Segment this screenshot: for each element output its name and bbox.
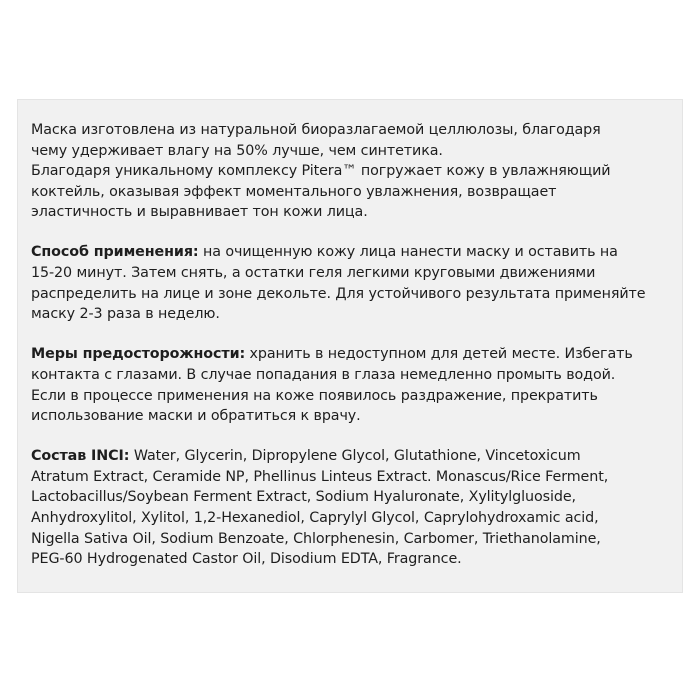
label-text — [31, 120, 681, 570]
text-line: Lactobacillus/Soybean Ferment Extract, Sodium Hyaluronate, Xylitylgluoside, — [31, 489, 576, 506]
text-line: Благодаря уникальному комплексу Pitera™ погружает кожу в увлажняющий — [31, 163, 611, 180]
text-line — [31, 344, 681, 365]
text-line: Nigella Sativa Oil, Sodium Benzoate, Chlorphenesin, Carbomer, Triethanolamine, — [31, 530, 601, 547]
text-line: Если в процессе применения на коже появилось раздражение, прекратить — [31, 387, 598, 404]
text-line: 15-20 минут. Затем снять, а остатки геля легкими круговыми движениями — [31, 265, 596, 282]
usage-text: на очищенную кожу лица нанести маску и оставить на — [198, 244, 618, 261]
text-line: Atratum Extract, Ceramide NP, Phellinus Linteus Extract. Monascus/Rice Ferment, — [31, 468, 609, 485]
ingredients-heading: Состав INCI: — [31, 448, 130, 465]
text-line: Маска изготовлена из натуральной биоразлагаемой целлюлозы, благодаря — [31, 122, 601, 138]
description-paragraph — [31, 120, 681, 223]
precautions-heading: Меры предосторожности: — [31, 346, 246, 363]
text-line: чему удерживает влагу на 50% лучше, чем синтетика. — [31, 142, 443, 159]
text-line: распределить на лице и зоне декольте. Для устойчивого результата применяйте — [31, 285, 646, 302]
precautions-paragraph — [31, 344, 681, 426]
ingredients-text: Water, Glycerin, Dipropylene Glycol, Glutathione, Vincetoxicum — [129, 448, 581, 465]
text-line: Anhydroxylitol, Xylitol, 1,2-Hexanediol, Caprylyl Glycol, Caprylohydroxamic acid, — [31, 510, 599, 526]
text-line: маску 2-3 раза в неделю. — [31, 306, 220, 323]
text-line: использование маски и обратиться к врачу. — [31, 408, 361, 425]
text-line: эластичность и выравнивает тон кожи лица. — [31, 204, 368, 221]
text-line: коктейль, оказывая эффект моментального увлажнения, возвращает — [31, 183, 557, 200]
usage-paragraph — [31, 242, 681, 324]
text-line: контакта с глазами. В случае попадания в глаза немедленно промыть водой. — [31, 366, 616, 383]
precautions-text: хранить в недоступном для детей месте. Избегать — [245, 346, 633, 363]
usage-heading: Способ применения: — [31, 244, 199, 261]
text-line — [31, 242, 681, 263]
text-line: PEG-60 Hydrogenated Castor Oil, Disodium EDTA, Fragrance. — [31, 551, 462, 568]
ingredients-paragraph — [31, 446, 681, 570]
text-line — [31, 446, 681, 467]
